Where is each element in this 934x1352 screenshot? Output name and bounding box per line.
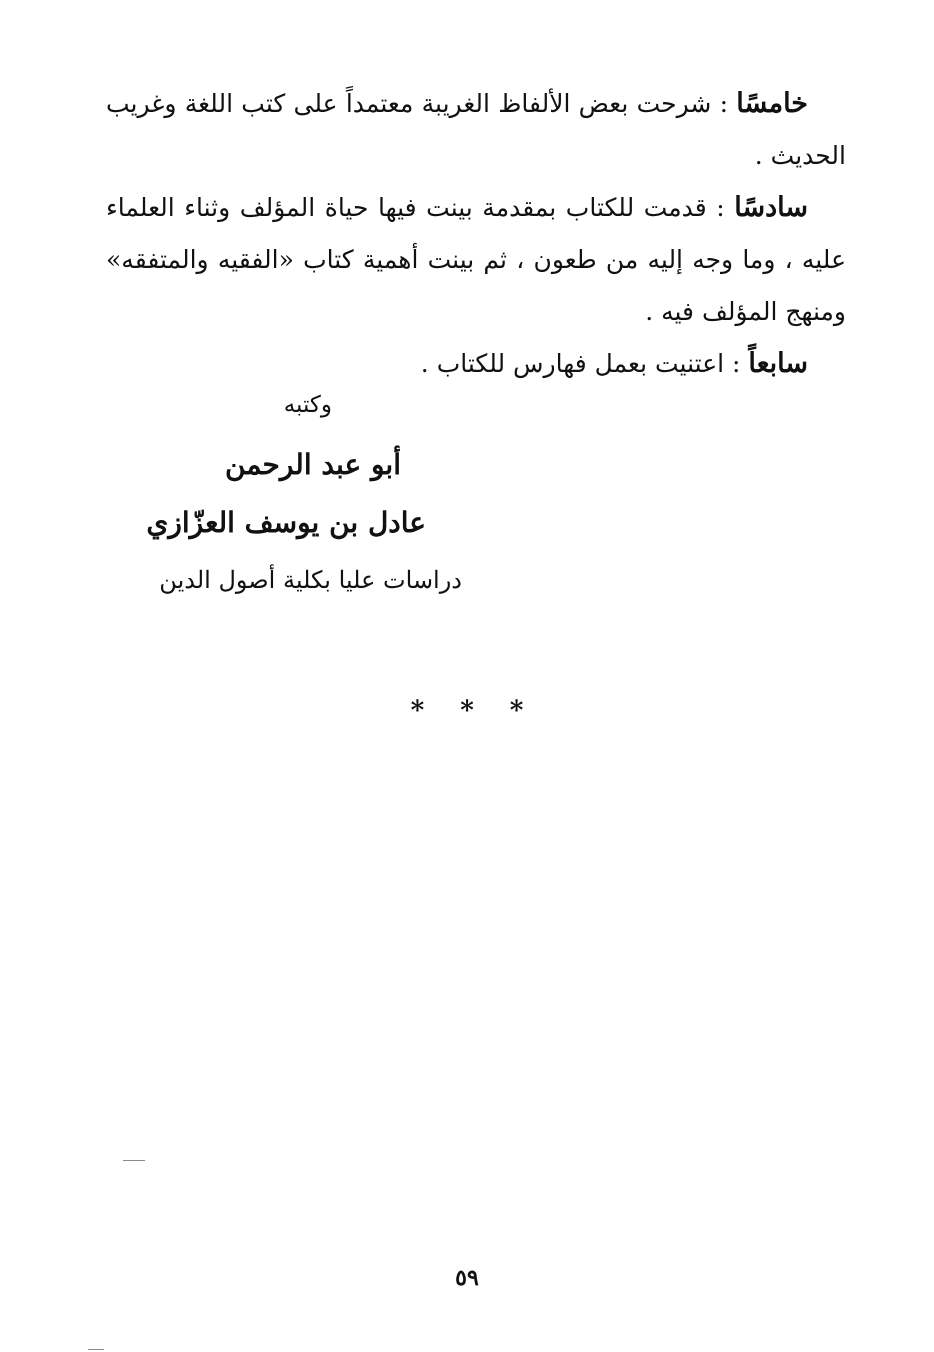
paragraph-fifth <box>106 78 846 182</box>
paragraph-lead: خامسًا <box>736 88 808 119</box>
signature-kunya: أبو عبد الرحمن <box>225 448 401 481</box>
paragraph-lead: سابعاً <box>748 348 808 379</box>
paragraph-text: : اعتنيت بعمل فهارس للكتاب . <box>420 349 749 378</box>
signature-wrote: وكتبه <box>283 392 332 418</box>
separator-star: * <box>460 696 492 726</box>
paragraph-text: : قدمت للكتاب بمقدمة بينت فيها حياة المؤلف وثناء العلماء عليه ، وما وجه إليه من طعون ، ثم بينت أهمية كتاب «الفقيه والمتفقه» ومنهج المؤلف فيه . <box>106 193 846 326</box>
scan-speck <box>88 1349 104 1350</box>
page-number: ٥٩ <box>455 1265 479 1291</box>
scan-speck <box>123 1160 145 1161</box>
paragraph-sixth <box>106 182 846 338</box>
signature-affiliation: دراسات عليا بكلية أصول الدين <box>159 566 462 594</box>
signature-name: عادل بن يوسف العزّازي <box>146 506 426 539</box>
section-separator <box>0 696 934 726</box>
paragraph-text: : شرحت بعض الألفاظ الغريبة معتمداً على كتب اللغة وغريب الحديث . <box>106 89 846 170</box>
separator-star: * <box>410 696 443 726</box>
paragraph-lead: سادسًا <box>734 192 808 223</box>
paragraph-seventh <box>106 338 846 390</box>
separator-star: * <box>509 696 542 726</box>
